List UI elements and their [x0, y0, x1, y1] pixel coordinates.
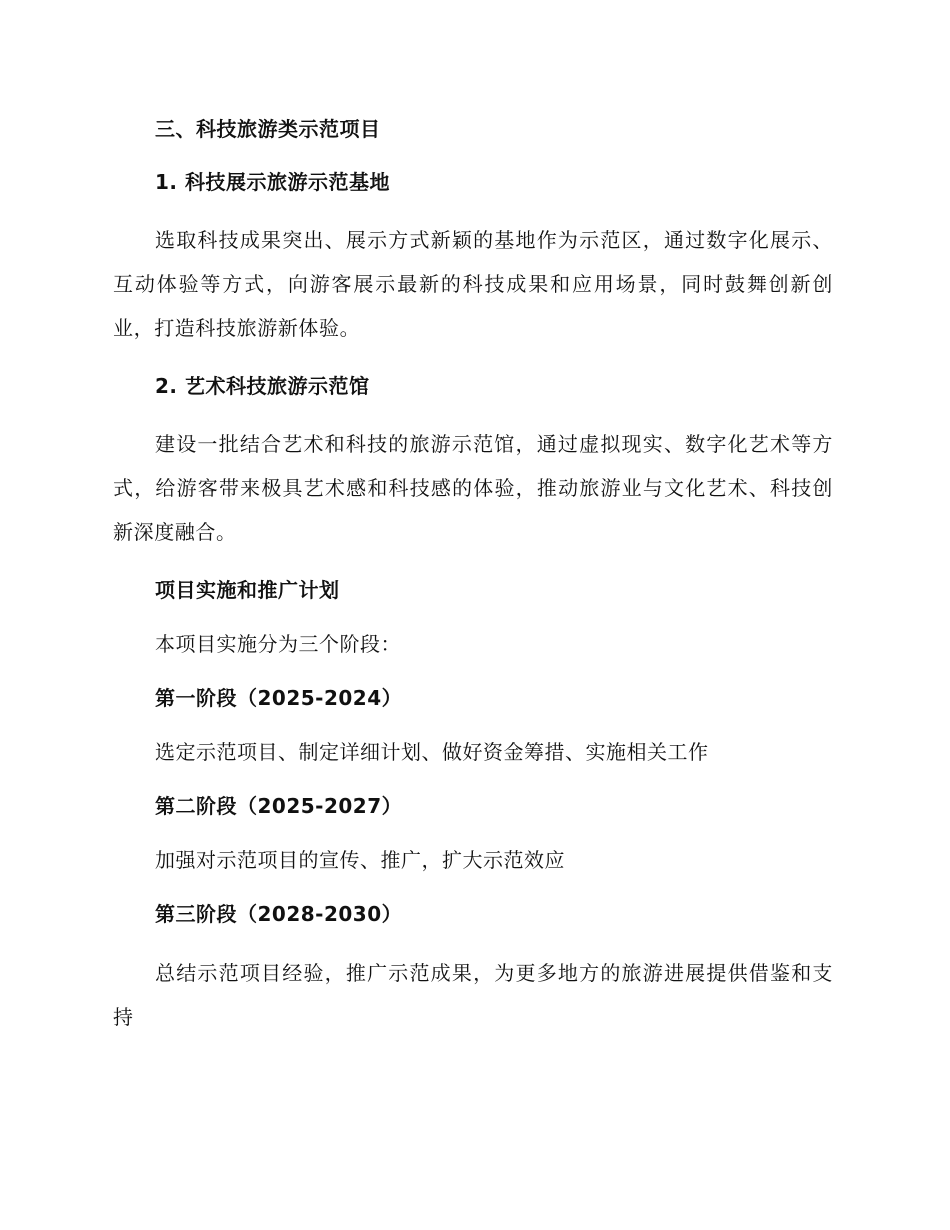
spacer: [113, 877, 833, 897]
plan-title: 项目实施和推广计划: [155, 578, 340, 602]
item1-paragraph: 选取科技成果突出、展示方式新颖的基地作为示范区，通过数字化展示、互动体验等方式，向游客展示最新的科技成果和应用场景，同时鼓舞创新创业，打造科技旅游新体验。: [113, 228, 833, 340]
spacer: [113, 403, 833, 422]
document-body: [113, 112, 833, 1039]
item2-paragraph: 建设一批结合艺术和科技的旅游示范馆，通过虚拟现实、数字化艺术等方式，给游客带来极具艺术感和科技感的体验，推动旅游业与文化艺术、科技创新深度融合。: [113, 432, 833, 544]
item2-title: 2. 艺术科技旅游示范馆: [155, 374, 370, 398]
spacer: [113, 146, 833, 165]
spacer: [113, 199, 833, 218]
phase3-title: 第三阶段（2028-2030）: [155, 902, 403, 926]
phase2-text: 加强对示范项目的宣传、推广，扩大示范效应: [155, 848, 565, 872]
spacer: [113, 607, 833, 627]
spacer: [113, 350, 833, 369]
phase2-title: 第二阶段（2025-2027）: [155, 794, 403, 818]
spacer: [113, 823, 833, 843]
item1-title: 1. 科技展示旅游示范基地: [155, 170, 390, 194]
spacer: [113, 661, 833, 681]
spacer: [113, 769, 833, 789]
spacer: [113, 715, 833, 735]
section-title: 三、科技旅游类示范项目: [155, 117, 381, 141]
spacer: [113, 554, 833, 573]
phase1-text: 选定示范项目、制定详细计划、做好资金筹措、实施相关工作: [155, 740, 709, 764]
spacer: [113, 931, 833, 951]
plan-intro: 本项目实施分为三个阶段：: [155, 632, 401, 656]
phase3-paragraph: 总结示范项目经验，推广示范成果，为更多地方的旅游进展提供借鉴和支持: [113, 961, 833, 1029]
phase1-title: 第一阶段（2025-2024）: [155, 686, 403, 710]
